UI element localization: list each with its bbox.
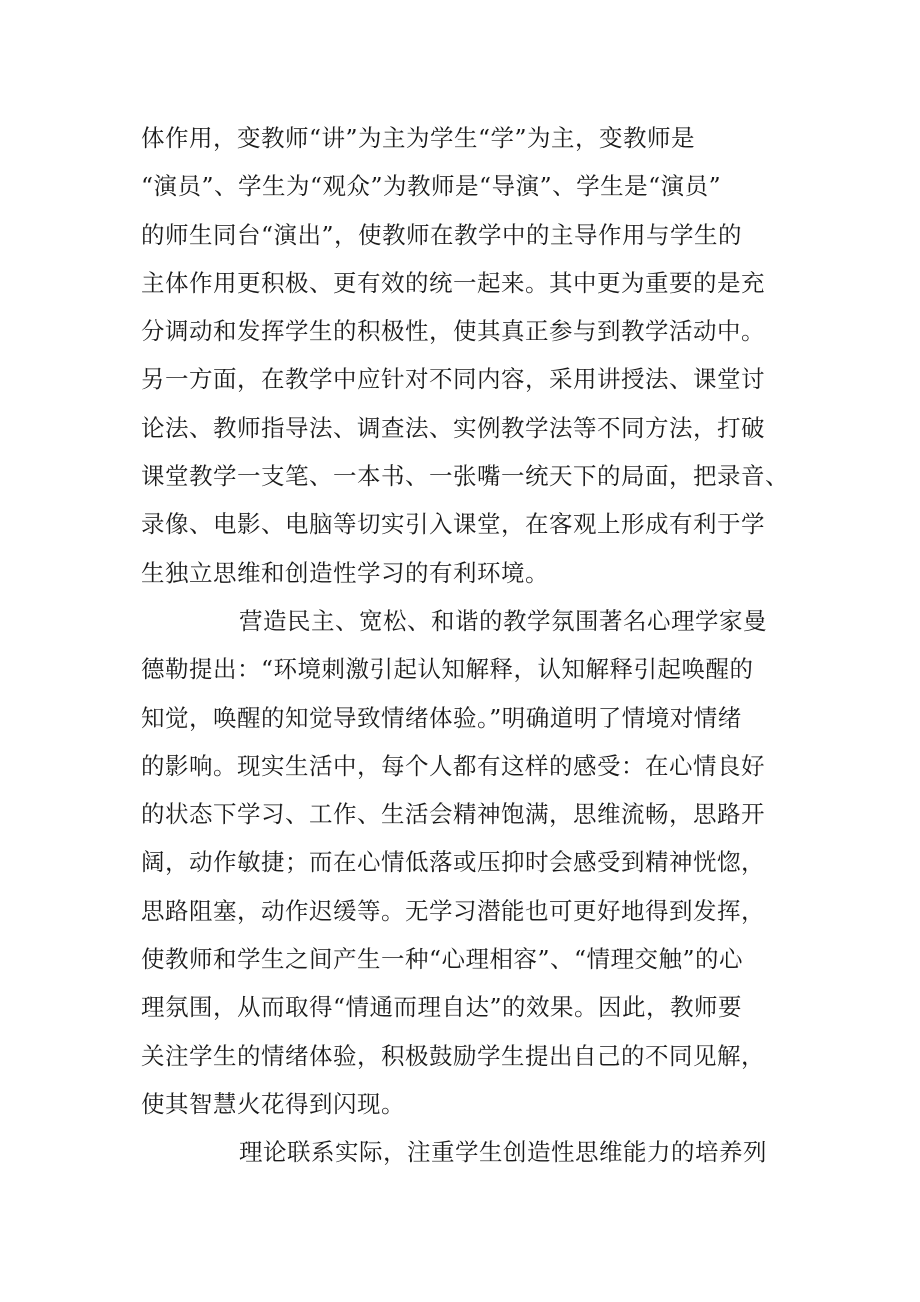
text-line-21: 使其智慧火花得到闪现。: [141, 1089, 405, 1118]
text-line-10: 生独立思维和创造性学习的有利环境。: [141, 558, 549, 587]
text-line-17: 思路阻塞，动作迟缓等。无学习潜能也可更好地得到发挥，: [141, 896, 765, 925]
text-line-18: 使教师和学生之间产生一种“心理相容”、“情理交触”的心: [141, 945, 744, 974]
text-line-16: 阔，动作敏捷；而在心情低落或压抑时会感受到精神恍惚，: [141, 848, 765, 877]
text-line-5: 分调动和发挥学生的积极性，使其真正参与到教学活动中。: [141, 317, 765, 346]
text-line-20: 关注学生的情绪体验，积极鼓励学生提出自己的不同见解，: [141, 1041, 765, 1070]
text-line-2: “演员”、学生为“观众”为教师是“导演”、学生是“演员”: [141, 172, 722, 201]
text-line-4: 主体作用更积极、更有效的统一起来。其中更为重要的是充: [141, 268, 765, 297]
paragraph-heading-line: 理论联系实际，注重学生创造性思维能力的培养列: [239, 1138, 767, 1167]
text-line-19: 理氛围，从而取得“情通而理自达”的效果。因此，教师要: [141, 993, 743, 1022]
text-line-13: 知觉，唤醒的知觉导致情绪体验。”明确道明了情境对情绪: [141, 703, 742, 732]
body-text: [141, 114, 791, 1177]
text-line-1: 体作用，变教师“讲”为主为学生“学”为主，变教师是: [141, 124, 696, 152]
text-line-12: 德勒提出：“环境刺激引起认知解释，认知解释引起唤醒的: [141, 655, 754, 684]
paragraph-heading-line: 营造民主、宽松、和谐的教学氛围著名心理学家曼: [239, 606, 767, 635]
text-line-8: 课堂教学一支笔、一本书、一张嘴一统天下的局面，把录音、: [141, 462, 789, 491]
text-line-6: 另一方面，在教学中应针对不同内容，采用讲授法、课堂讨: [141, 365, 765, 394]
text-line-15: 的状态下学习、工作、生活会精神饱满，思维流畅，思路开: [141, 800, 765, 829]
text-line-7: 论法、教师指导法、调查法、实例教学法等不同方法，打破: [141, 413, 765, 442]
text-line-3: 的师生同台“演出”，使教师在教学中的主导作用与学生的: [141, 220, 743, 249]
text-line-14: 的影响。现实生活中，每个人都有这样的感受：在心情良好: [141, 751, 765, 780]
text-line-9: 录像、电影、电脑等切实引入课堂，在客观上形成有利于学: [141, 510, 765, 539]
